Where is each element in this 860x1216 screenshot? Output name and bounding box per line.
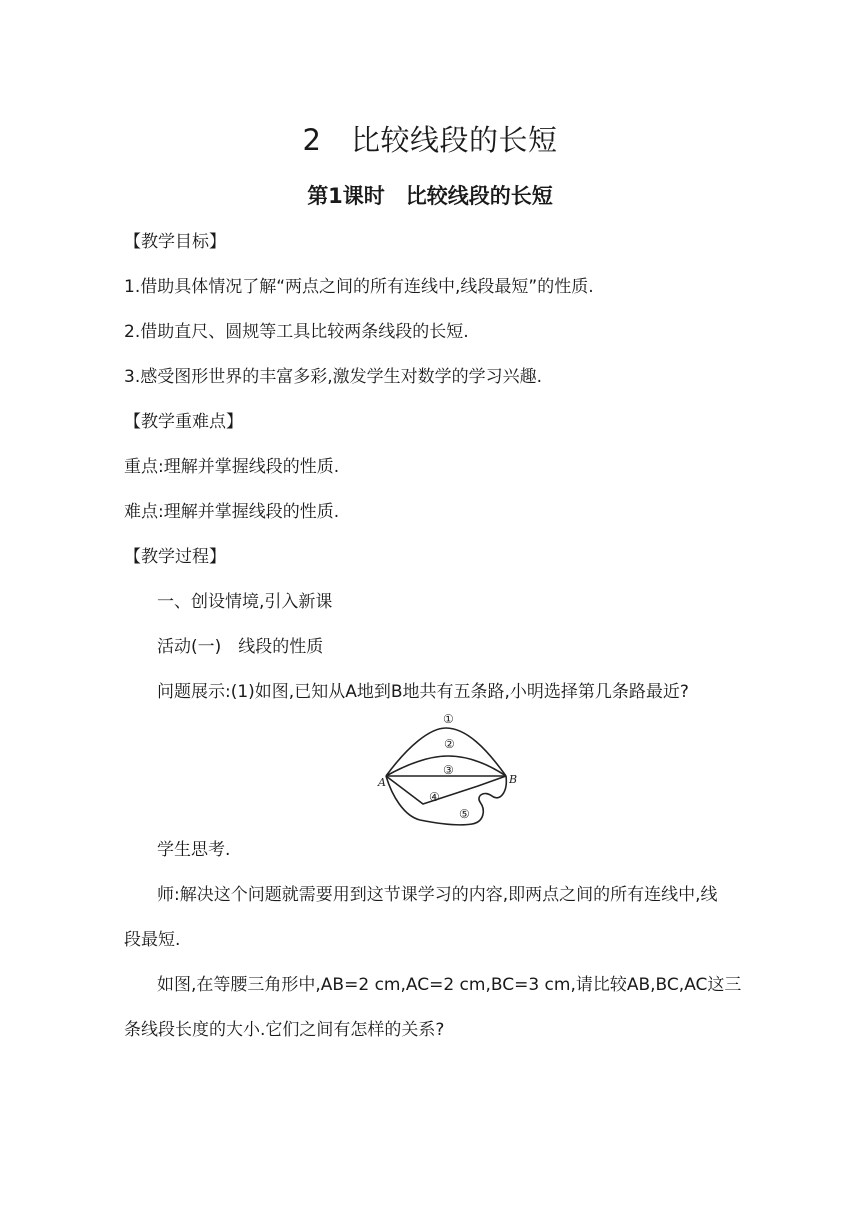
- key-point: 重点:理解并掌握线段的性质.: [124, 457, 340, 477]
- goal-item-2: 2.借助直尺、圆规等工具比较两条线段的长短.: [124, 322, 469, 342]
- point-a-label: A: [378, 776, 386, 789]
- route-label-1: ①: [443, 712, 454, 726]
- teacher-text-line-2: 段最短.: [124, 930, 181, 950]
- teacher-text-line-1: 师:解决这个问题就需要用到这节课学习的内容,即两点之间的所有连线中,线: [157, 885, 718, 905]
- route-label-2: ②: [444, 737, 455, 751]
- route-label-3: ③: [443, 763, 454, 777]
- key-points-heading: 【教学重难点】: [124, 412, 243, 432]
- routes-diagram: [368, 706, 528, 830]
- lesson-subtitle: 第1课时 比较线段的长短: [307, 184, 553, 208]
- route-label-4: ④: [429, 790, 440, 804]
- example-text-line-2: 条线段长度的大小.它们之间有怎样的关系?: [124, 1020, 445, 1040]
- section-heading: 一、创设情境,引入新课: [157, 592, 333, 612]
- goal-item-1: 1.借助具体情况了解“两点之间的所有连线中,线段最短”的性质.: [124, 277, 594, 297]
- goal-item-3: 3.感受图形世界的丰富多彩,激发学生对数学的学习兴趣.: [124, 367, 543, 387]
- student-think-text: 学生思考.: [157, 840, 231, 860]
- goals-heading: 【教学目标】: [124, 232, 226, 252]
- process-heading: 【教学过程】: [124, 547, 226, 567]
- route-5-path: [386, 776, 506, 825]
- route-4-path: [386, 776, 506, 804]
- route-label-5: ⑤: [459, 807, 470, 821]
- difficult-point: 难点:理解并掌握线段的性质.: [124, 502, 340, 522]
- question-text: 问题展示:(1)如图,已知从A地到B地共有五条路,小明选择第几条路最近?: [157, 682, 689, 702]
- routes-figure: [368, 706, 528, 830]
- example-text-line-1: 如图,在等腰三角形中,AB=2 cm,AC=2 cm,BC=3 cm,请比较AB,BC,AC这三: [157, 975, 742, 995]
- lesson-title: 2 比较线段的长短: [302, 123, 558, 157]
- point-b-label: B: [509, 773, 518, 786]
- activity-heading: 活动(一) 线段的性质: [157, 637, 324, 657]
